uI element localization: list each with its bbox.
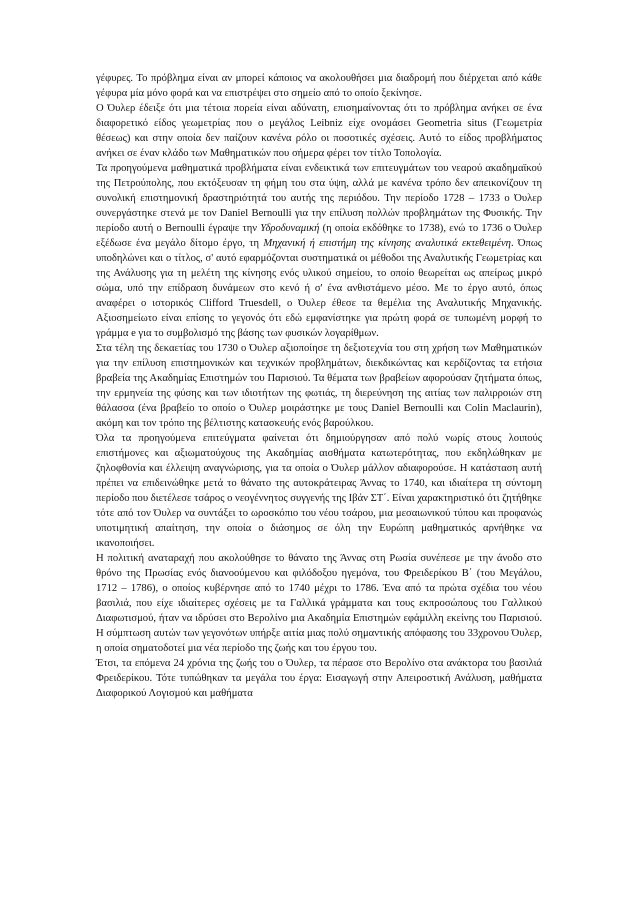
paragraph-text: Η πολιτική αναταραχή που ακολούθησε το θάνατο της Άννας στη Ρωσία συνέπεσε με την άνοδο στο θρόνο της Πρωσίας ενός διανοούμενου και φιλόδοξου ηγεμόνα, του Φρειδερίκου Β΄ (του Μεγάλου, 1712 – 1786), ο οποίος κυβέρνησε από το 1740 μέχρι το 1786. Ένα από τα πρώτα σχέδια του νέου βασιλιά, που είχε ιδιαίτερες σχέσεις με τα Γαλλικά γράμματα και τους εκπροσώπους του Γαλλικού Διαφωτισμού, ήταν να ιδρύσει στο Βερολίνο μια Ακαδημία Επιστημών εφάμιλλη εκείνης του Παρισιού. Η σύμπτωση αυτών των γεγονότων υπήρξε αιτία μιας πολύ σημαντικής απόφασης του 33χρονου Όυλερ, η οποία σηματοδοτεί μια νέα περίοδο της ζωής και του έργου του. bbox=[96, 553, 542, 654]
paragraph bbox=[96, 101, 542, 161]
italic-title-text: Υδροδυναμική bbox=[260, 223, 320, 234]
paragraph bbox=[96, 431, 542, 551]
paragraph-text: Όλα τα προηγούμενα επιτεύγματα φαίνεται ότι δημιούργησαν από πολύ νωρίς στους λοιπούς επιστήμονες και αξιωματούχους της Ακαδημίας αισθήματα κατωτερότητας, που εκδηλώθηκαν με ζηλοφθονία και έλλειψη αναγνώρισης, για τα οποία ο Όυλερ μάλλον αδιαφορούσε. Η κατάσταση αυτή πρέπει να επιδεινώθηκε μετά το θάνατο της αυτοκράτειρας Άννας το 1740, και ιδιαίτερα τη σύντομη περίοδο που διετέλεσε τσάρος ο νεογέννητος συγγενής της Ιβάν ΣΤ΄. Είναι χαρακτηριστικό ότι ζητήθηκε τότε από τον Όυλερ να συντάξει το ωροσκόπιο του νέου τσάρου, μια μεσαιωνικού τύπου και προφανώς υποτιμητική απαίτηση, την οποία ο διάσημος σε όλη την Ευρώπη μαθηματικός αρνήθηκε να ικανοποιήσει. bbox=[96, 433, 542, 549]
paragraph bbox=[96, 551, 542, 656]
paragraph-text: . Όπως υποδηλώνει και ο τίτλος, σ' αυτό εφαρμόζονται συστηματικά οι μέθοδοι της Αναλυτικής Γεωμετρίας και της Ανάλυσης για τη μελέτη της κίνησης ενός υλικού σημείου, το οποίο θεωρείται ως απείρως μικρό σώμα, υπό την επίδραση δυνάμεων στο κενό ή σ' ένα ανθιστάμενο μέσο. Με το έργο αυτό, όπως αναφέρει ο ιστορικός Clifford Truesdell, ο Όυλερ έθεσε τα θεμέλια της Αναλυτικής Μηχανικής. Αξιοσημείωτο είναι επίσης το γεγονός ότι εδώ εμφανίστηκε για πρώτη φορά σε τυπωμένη μορφή το γράμμα e για το συμβολισμό της βάσης των φυσικών λογαρίθμων. bbox=[96, 238, 542, 339]
paragraph bbox=[96, 161, 542, 341]
paragraph-text: γέφυρες. Το πρόβλημα είναι αν μπορεί κάποιος να ακολουθήσει μια διαδρομή που διέρχεται από κάθε γέφυρα μία μόνο φορά και να επιστρέψει στο σημείο από το οποίο ξεκίνησε. bbox=[96, 73, 542, 99]
italic-title-text: Μηχανική ή επιστήμη της κίνησης αναλυτικά εκτεθειμένη bbox=[263, 238, 511, 249]
document-body bbox=[96, 71, 542, 701]
paragraph-text: Έτσι, τα επόμενα 24 χρόνια της ζωής του ο Όυλερ, τα πέρασε στο Βερολίνο στα ανάκτορα του βασιλιά Φρειδερίκου. Τότε τυπώθηκαν τα μεγάλα του έργα: Εισαγωγή στην Απειροστική Ανάλυση, μαθήματα Διαφορικού Λογισμού και μαθήματα bbox=[96, 658, 542, 699]
paragraph bbox=[96, 341, 542, 431]
paragraph-text: Στα τέλη της δεκαετίας του 1730 ο Όυλερ αξιοποίησε τη δεξιοτεχνία του στη χρήση των Μαθηματικών για την επίλυση επιστημονικών και τεχνικών προβλημάτων, διεκδικώντας και κερδίζοντας τα ετήσια βραβεία της Ακαδημίας Επιστημών του Παρισιού. Τα θέματα των βραβείων αφορούσαν ζητήματα όπως, την ερμηνεία της φύσης και των ιδιοτήτων της φωτιάς, τη διερεύνηση της αιτίας των παλιρροιών στη θάλασσα (ένα βραβείο το οποίο ο Όυλερ μοιράστηκε με τους Daniel Bernoulli και Colin Maclaurin), ακόμη και τον τρόπο της βέλτιστης κατασκευής ενός βαρούλκου. bbox=[96, 343, 542, 429]
paragraph-text: (η οποία εκδόθηκε το 1738), ενώ το 1736 ο Όυλερ εξέδωσε ένα μεγάλο δίτομο έργο, τη bbox=[96, 223, 542, 249]
paragraph bbox=[96, 656, 542, 701]
paragraph bbox=[96, 71, 542, 101]
paragraph-text: Τα προηγούμενα μαθηματικά προβλήματα είναι ενδεικτικά των επιτευγμάτων του νεαρού ακαδημαϊκού της Πετρούπολης, που εκτόξευσαν τη φήμη του στα ύψη, αλλά με κανένα τρόπο δεν απεικονίζουν τη συνολική επιστημονική δραστηριότητά του αυτής της περιόδου. Την περίοδο 1728 – 1733 ο Όυλερ συνεργάστηκε στενά με τον Daniel Bernoulli για την επίλυση πολλών προβλημάτων της Φυσικής. Την περίοδο αυτή ο Bernoulli έγραψε την bbox=[96, 163, 542, 234]
paragraph-text: Ο Όυλερ έδειξε ότι μια τέτοια πορεία είναι αδύνατη, επισημαίνοντας ότι το πρόβλημα ανήκει σε ένα διαφορετικό είδος γεωμετρίας που ο μεγάλος Leibniz είχε ονομάσει Geometria situs (Γεωμετρία θέσεως) και στην οποία δεν παίζουν κανένα ρόλο οι ποσοτικές σχέσεις. Αυτό το είδος προβλήματος ανήκει σε έναν κλάδο των Μαθηματικών που σήμερα φέρει τον τίτλο Τοπολογία. bbox=[96, 103, 542, 159]
